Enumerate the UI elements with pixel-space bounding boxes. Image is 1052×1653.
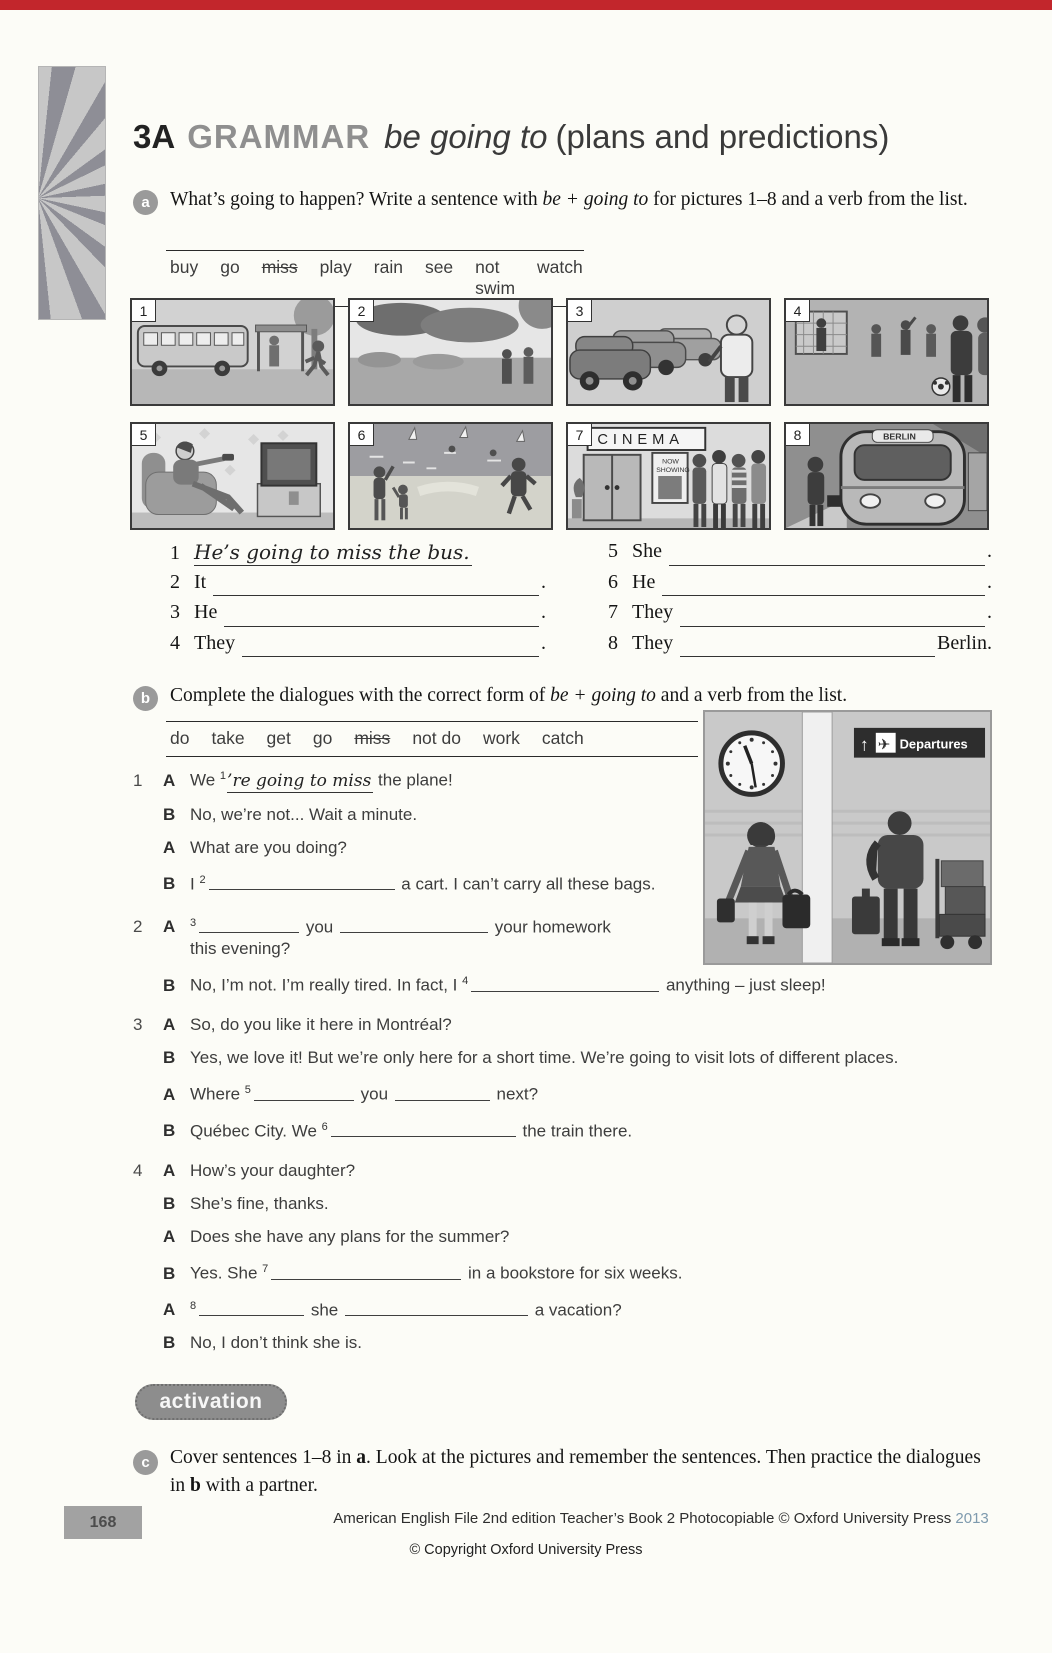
speaker-label: A [163,1226,176,1246]
sentence-column-left [170,540,546,662]
dialogue-text [190,837,979,859]
sentence-list [170,540,992,662]
fill-in-blank [254,1087,354,1101]
dialogue-line [133,870,979,895]
text-run: a cart. I can’t carry all these bags. [396,874,656,894]
beach-illustration [350,424,551,528]
bold-exercise-ref: a [356,1447,367,1468]
sentence-column-right [608,540,992,662]
soccer-illustration [786,300,987,404]
speaker-label: B [163,1263,176,1283]
text-run: Québec City. We [190,1121,322,1141]
sunburst-decoration [38,66,106,320]
dialogue-text [190,1296,979,1321]
sentence-number: 1 [170,542,180,564]
wordlist-word: take [211,728,245,748]
dialogue-line [133,1332,979,1354]
picture-number: 3 [568,300,592,322]
dialogue-line [133,766,979,792]
exercise-c-instructions [170,1444,998,1501]
speaker-label: B [163,1048,176,1068]
dialogue-line [133,971,979,996]
wordlist-word: not do [412,728,461,748]
sentence-suffix: . [987,570,992,593]
dialogue-text [190,1332,979,1354]
sentence-stem: He [632,570,656,593]
text-run: this evening? [190,938,291,958]
text-run: your homework [489,917,611,937]
fill-in-blank [199,1302,304,1316]
speaker-label: A [163,1300,176,1320]
wordlist-word: work [482,728,520,748]
berlin-train-illustration [786,424,987,528]
answer-number: 3 [190,916,197,929]
berlin-destination-text: BERLIN [883,431,916,442]
sentence-3 [170,601,546,632]
text-run: We [190,770,220,790]
sentence-suffix: . [987,540,992,562]
sentence-suffix: . [541,631,546,654]
picture-number: 2 [350,300,374,322]
speaker-label: A [163,917,176,937]
exercise-b-badge: b [133,686,158,711]
now-showing-line1: NOW [662,458,679,466]
fill-in-blank [669,550,985,566]
text-run: a vacation? [529,1300,622,1320]
cinema-sign-text: CINEMA [597,432,684,449]
departures-label: Departures [899,736,968,752]
sentence-5 [608,540,992,571]
dialogue-4 [133,1160,979,1354]
unit-number: 3A [133,118,176,155]
bus-stop-illustration [132,300,333,404]
sentence-8 [608,632,992,663]
now-showing-line2: SHOWING [656,467,690,475]
wordlist-word: go [312,728,333,748]
sentence-stem: They [632,601,674,623]
dialogue-text [190,1259,979,1284]
footer-copyright: © Copyright Oxford University Press [409,1542,643,1558]
text-run: I [190,874,200,894]
footer-credit [310,1510,1012,1527]
sentence-stem: They [194,631,236,654]
text-run: and a verb from the list. [655,685,848,706]
answer-number: 2 [199,873,206,886]
picture-6-beach [348,422,553,530]
sentence-number: 2 [170,570,180,593]
dialogue-text [190,913,979,960]
sentence-stem: He [194,601,218,623]
text-run: No, I don’t think she is. [190,1333,362,1353]
fill-in-blank [680,611,985,627]
dialogue-number: 4 [133,1160,143,1180]
speaker-label: B [163,1333,176,1353]
dialogue-3 [133,1014,979,1142]
dialogue-text [190,1080,979,1105]
cinema-illustration [568,424,769,528]
fill-in-blank [340,919,488,933]
picture-number: 7 [568,424,592,446]
wordlist-word: see [424,257,454,277]
up-arrow-icon: ↑ [859,734,869,755]
dialogue-text [190,1117,979,1142]
answer-number: 5 [244,1084,251,1097]
wordlist-word: watch [537,257,583,277]
dialogue-line [133,1259,979,1284]
dialogue-line [133,1080,979,1105]
fill-in-blank [680,641,935,657]
text-run: she [306,1300,343,1320]
speaker-label: A [163,837,176,857]
wordlist-word: rain [373,257,403,277]
sentence-stem: It [194,570,207,593]
dialogue-1 [133,766,979,895]
car-lot-illustration [568,300,769,404]
picture-3-car-lot [566,298,771,406]
picture-7-cinema [566,422,771,530]
fill-in-blank [395,1087,490,1101]
text-run: No, we’re not... Wait a minute. [190,804,418,824]
sentence-suffix: . [987,601,992,623]
text-run: Yes. She [190,1263,263,1283]
sentence-number: 3 [170,601,180,623]
wordlist-word: do [170,728,190,748]
dialogue-line [133,1226,979,1248]
dialogue-number: 3 [133,1015,143,1035]
speaker-label: B [163,1193,176,1213]
sentence-suffix: . [541,570,546,593]
page-title [133,118,1013,156]
dialogue-number: 2 [133,917,143,937]
departures-sign [854,728,985,758]
answer-number: 6 [321,1120,328,1133]
fill-in-blank [242,641,539,657]
text-run: the plane! [373,770,453,790]
exercise-b-instructions [170,682,1000,710]
text-run: anything – just sleep! [661,975,826,995]
speaker-label: A [163,770,176,790]
watching-tv-illustration [132,424,333,528]
exercise-b-wordlist [166,721,698,757]
top-red-bar [0,0,1052,10]
exercise-a-instructions [170,186,970,214]
activation-badge: activation [135,1384,287,1420]
dialogue-text [190,804,979,826]
wordlist-word: go [220,257,240,277]
sentence-6 [608,571,992,602]
bold-exercise-ref: b [190,1475,201,1497]
sentence-4 [170,632,546,663]
italic-grammar-term: be + going to [550,685,656,706]
fill-in-blank [213,580,539,596]
picture-4-soccer-game [784,298,989,406]
text-run: What’s going to happen? Write a sentence with [170,189,543,210]
answer-number: 8 [190,1299,197,1312]
dialogue-text [190,971,979,996]
grammar-point-italic: be going to [384,118,548,155]
wordlist-word: play [319,257,352,277]
wordlist-word: miss [354,728,391,748]
dialogue-line [133,1014,979,1036]
sentence-number: 6 [608,570,618,593]
handwritten-answer: He’s going to miss the bus. [194,540,470,564]
text-run: No, I’m not. I’m really tired. In fact, I [190,975,463,995]
sentence-stem: She [632,540,662,562]
speaker-label: B [163,804,176,824]
credit-text: American English File 2nd edition Teacher’s Book 2 Photocopiable © Oxford University Press [333,1510,956,1527]
text-run: Yes, we love it! But we’re only here for a short time. We’re going to visit lots of different places. [190,1048,899,1068]
section-label: GRAMMAR [187,118,371,155]
speaker-label: A [163,1160,176,1180]
sentence-number: 8 [608,631,618,654]
speaker-label: B [163,975,176,995]
text-run: Does she have any plans for the summer? [190,1226,510,1246]
dialogue-text [190,870,979,895]
sentence-7 [608,601,992,632]
fill-in-blank [199,919,299,933]
dialogue-line [133,804,979,826]
fill-in-blank [345,1302,528,1316]
fill-in-blank [209,876,395,890]
fill-in-blank [224,611,539,627]
grammar-point-rest: (plans and predictions) [555,118,890,155]
sentence-number: 5 [608,540,618,562]
answer-number: 7 [262,1262,269,1275]
text-run: in a bookstore for six weeks. [463,1263,683,1283]
exercise-c-badge: c [133,1450,158,1475]
fill-in-blank [662,580,985,596]
storm-clouds-illustration [350,300,551,404]
dialogue-line [133,1047,979,1069]
speaker-label: A [163,1015,176,1035]
speaker-label: B [163,1121,176,1141]
answer-number: 1 [219,770,227,782]
text-run: Cover sentences 1–8 in [170,1447,357,1468]
sentence-stem: They [632,631,674,654]
fill-in-blank [271,1266,461,1280]
dialogue-text [190,766,979,792]
wordlist-word: get [266,728,291,748]
picture-5-watching-tv [130,422,335,530]
text-run: you [301,917,338,937]
dialogue-2 [133,913,979,996]
sentence-2 [170,571,546,602]
page-number-box: 168 [64,1506,142,1539]
speaker-label: B [163,874,176,894]
italic-grammar-term: be + going to [542,189,649,210]
answer-number: 4 [462,974,469,987]
text-run: with a partner. [200,1475,318,1497]
dialogue-line [133,837,979,859]
text-run: you [355,1084,393,1104]
sentence-number: 7 [608,601,618,623]
text-run: How’s your daughter? [190,1160,356,1180]
wordlist-word: not swim [475,257,516,298]
text-run: What are you doing? [190,837,347,857]
picture-number: 4 [786,300,810,322]
text-run: So, do you like it here in Montréal? [190,1015,452,1035]
wordlist-word: miss [261,257,298,277]
speaker-label: A [163,1084,176,1104]
text-run: for pictures 1–8 and a verb from the list. [648,189,968,210]
dialogue-line [133,1117,979,1142]
sentence-suffix: Berlin. [937,631,992,654]
text-run: Where [190,1084,245,1104]
picture-2-storm-clouds [348,298,553,406]
fill-in-blank [331,1123,516,1137]
dialogue-line [133,1296,979,1321]
picture-number: 6 [350,424,374,446]
text-run: the train there. [517,1121,633,1141]
plane-icon: ✈ [877,737,891,754]
wordlist-word: buy [170,257,199,277]
sentence-suffix: . [541,601,546,623]
dialogue-line [133,1193,979,1215]
dialogues-section [133,766,979,1372]
dialogue-line [133,1160,979,1182]
picture-number: 8 [786,424,810,446]
credit-year: 2013 [955,1510,989,1527]
exercise-a-badge: a [133,190,158,215]
dialogue-text [190,1014,979,1036]
picture-number: 5 [132,424,156,446]
picture-number: 1 [132,300,156,322]
dialogue-text [190,1160,979,1182]
picture-8-berlin-train [784,422,989,530]
handwritten-answer: ’re going to miss [227,770,372,791]
text-run: . Look at the pictures and remember the sentences. Then practice the dialogues in [170,1447,981,1497]
sentence-1 [170,540,546,571]
dialogue-text [190,1047,979,1069]
text-run: Complete the dialogues with the correct form of [170,685,551,706]
dialogue-number: 1 [133,770,143,790]
text-run: She’s fine, thanks. [190,1193,329,1213]
dialogue-text [190,1226,979,1248]
sentence-number: 4 [170,631,180,654]
dialogue-text [190,1193,979,1215]
text-run: next? [491,1084,539,1104]
wordlist-word: catch [541,728,584,748]
picture-grid [130,298,990,530]
dialogue-line [133,913,979,960]
fill-in-blank [471,978,659,992]
picture-1-bus-stop [130,298,335,406]
